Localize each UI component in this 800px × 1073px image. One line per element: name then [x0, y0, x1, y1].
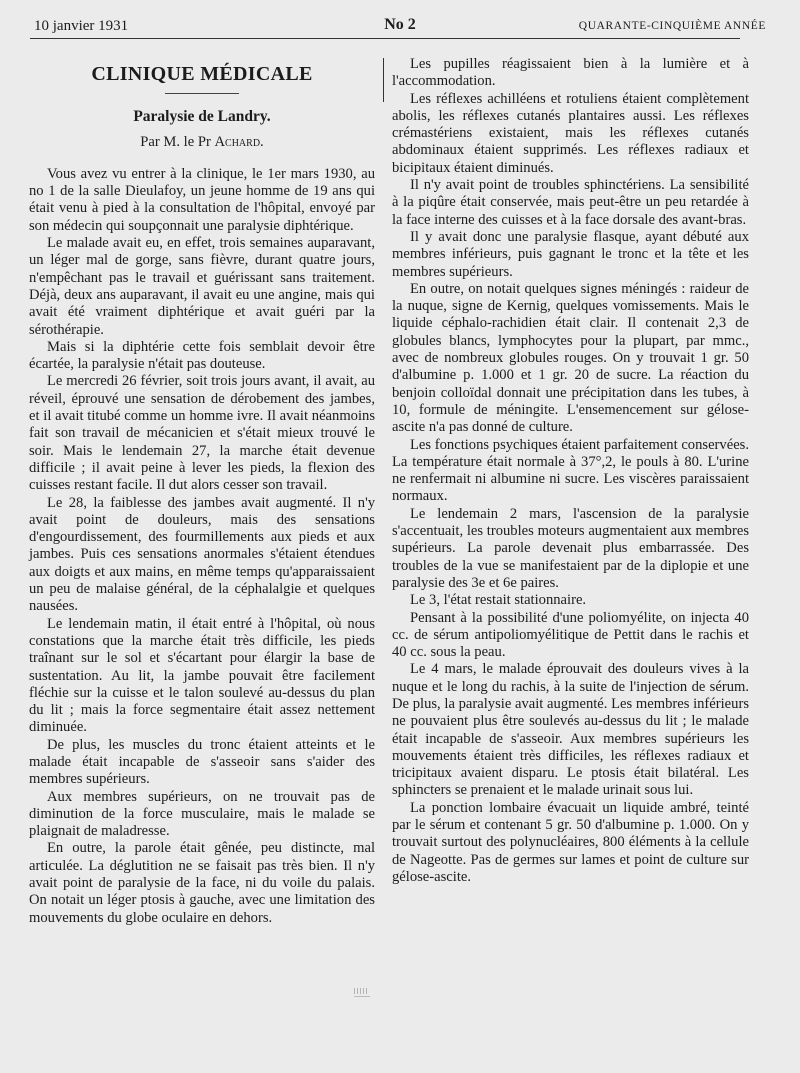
paragraph: Le 4 mars, le malade éprouvait des douleurs vives à la nuque et le long du rachis, à la suite de l'injection de sérum. De plus, la paralysie avait augmenté. Les membres inférieurs ne pouvaient plus être soulevés au-dessus du lit ; le malade était incapable de s'asseoir. Aux membres supérieurs les mouvements étaient très difficiles, les réflexes radiaux et tricipitaux avaient disparu. Le ptosis était bilatéral. Les sphincters se prenaient et le malade urinait sous lui. — [392, 661, 749, 799]
stamp-hatching — [354, 988, 368, 994]
paragraph: En outre, on notait quelques signes méningés : raideur de la nuque, signe de Kernig, quelques vomissements. Mais le liquide céphalo-rachidien était clair. Il contenait 2,3 de globules blancs, lymphocytes pour la plupart, par mmc., avec de nombreux globules rouges. On y trouvait 1 gr. 50 d'albumine p. 1.000 et 1 gr. 20 de sucre. La réaction du benjoin colloïdal donnait une précipitation dans les tubes, à 10, formule de méningite. L'ensemencement sur gélose-ascite n'a pas donné de culture. — [392, 280, 749, 436]
issue-date: 10 janvier 1931 — [34, 18, 129, 34]
paragraph: En outre, la parole était gênée, peu distincte, mal articulée. La déglutition ne se faisait pas très bien. Il n'y avait point de paralysie de la face, ni du voile du palais. On notait un léger ptosis à gauche, avec une limitation des mouvements du globe oculaire en dehors. — [29, 840, 375, 926]
title-rule — [165, 93, 239, 94]
paragraph: Les pupilles réagissaient bien à la lumière et à l'accommodation. — [392, 56, 749, 90]
paragraph: Le mercredi 26 février, soit trois jours avant, il avait, au réveil, éprouvé une sensation de dérobement des jambes, et il avait titubé comme un homme ivre. Il avait néanmoins fait son travail de mécanicien et s'était mieux trouvé le soir. Mais le lendemain 27, la marche était devenue difficile ; il avait peine à lever les pieds, la flexion des cuisses restant facile. Il dut alors cesser son travail. — [29, 373, 375, 494]
issue-number: No 2 — [384, 16, 416, 33]
byline-prefix: Par M. le Pr — [140, 133, 211, 150]
publication-year: QUARANTE-CINQUIÈME ANNÉE — [578, 20, 766, 32]
header-rule — [30, 38, 740, 39]
paragraph: Il y avait donc une paralysie flasque, ayant débuté aux membres inférieurs, puis gagnant le tronc et la tête et les membres supérieurs. — [392, 228, 749, 280]
paragraph: Mais si la diphtérie cette fois semblait devoir être écartée, la paralysie n'était pas douteuse. — [29, 338, 375, 373]
left-column — [29, 56, 375, 927]
section-title: CLINIQUE MÉDICALE — [91, 63, 313, 85]
byline-author: Achard. — [214, 133, 264, 150]
column-divider — [383, 58, 384, 102]
paragraph: Les réflexes achilléens et rotuliens étaient complètement abolis, les réflexes cutanés plantaires aussi. Les réflexes crémastériens existaient, mais les réflexes cutanés abdominaux étaient supprimés. Les réflexes radiaux et bicipitaux étaient diminués. — [392, 90, 749, 176]
byline — [29, 134, 375, 151]
paragraph: Le 3, l'état restait stationnaire. — [410, 592, 587, 609]
article-title: Paralysie de Landry. — [133, 108, 271, 126]
paragraph: La ponction lombaire évacuait un liquide ambré, teinté par le sérum et contenant 5 gr. 50 d'albumine p. 1.000. On y trouvait surtout des polynucléaires, 800 éléments à la cellule de Nageotte. Pas de germes sur lames et point de culture sur gélose-ascite. — [392, 799, 749, 885]
paragraph: Il n'y avait point de troubles sphinctériens. La sensibilité à la piqûre était conservée, mais peut-être un peu retardée à la face interne des cuisses et à la face dorsale des avant-bras. — [392, 177, 749, 228]
paragraph: Le lendemain 2 mars, l'ascension de la paralysie s'accentuait, les troubles moteurs augmentaient aux membres supérieurs. La parole devenait plus embarrassée. Des troubles de la vue se manifestaient par de la diplopie et une paralysie des 3e et 6e paires. — [392, 505, 749, 591]
paragraph: Vous avez vu entrer à la clinique, le 1er mars 1930, au no 1 de la salle Dieulafoy, un jeune homme de 19 ans qui était venu à pied à la consultation de l'hôpital, envoyé par son médecin qui soupçonnait une paralysie diphtérique. — [29, 165, 375, 234]
paragraph: Les fonctions psychiques étaient parfaitement conservées. La température était normale à 37°,2, le pouls à 80. L'urine ne renfermait ni albumine ni sucre. Les viscères paraissaient normaux. — [392, 436, 749, 505]
paragraph: Pensant à la possibilité d'une poliomyélite, on injecta 40 cc. de sérum antipoliomyélitique de Pettit dans le rachis et 40 cc. sous la peau. — [392, 609, 749, 661]
right-column — [392, 56, 749, 886]
paragraph: Le 28, la faiblesse des jambes avait augmenté. Il n'y avait point de douleurs, mais des sensations d'engourdissement, des fourmillements aux pieds et aux jambes. Puis ces sensations anormales s'étaient étendues aux doigts et aux mains, en même temps qu'apparaissaient un peu de malaise général, de la céphalalgie et quelques nausées. — [29, 494, 375, 615]
running-header — [30, 18, 770, 40]
paragraph: Le malade avait eu, en effet, trois semaines auparavant, un léger mal de gorge, sans fièvre, durant quatre jours, n'empêchant pas le travail et guérissant sans traitement. Déjà, deux ans auparavant, il avait eu une angine, mais qui avait été vraiment diphtérique et avait guéri par la sérothérapie. — [29, 235, 375, 338]
paragraph: De plus, les muscles du tronc étaient atteints et le malade était incapable de s'asseoir sans s'aider des membres supérieurs. — [29, 736, 375, 788]
paragraph: Aux membres supérieurs, on ne trouvait pas de diminution de la force musculaire, mais le malade se plaignait de maladresse. — [29, 788, 375, 840]
library-stamp-mark — [354, 985, 370, 997]
paragraph: Le lendemain matin, il était entré à l'hôpital, où nous constations que la marche était très difficile, les pieds traînant sur le sol et s'écartant pour élargir la base de sustentation. Au lit, la jambe pouvait être facilement fléchie sur la cuisse et le talon soulevé au-dessus du plan du lit ; mais la force segmentaire était assez nettement diminuée. — [29, 615, 375, 736]
